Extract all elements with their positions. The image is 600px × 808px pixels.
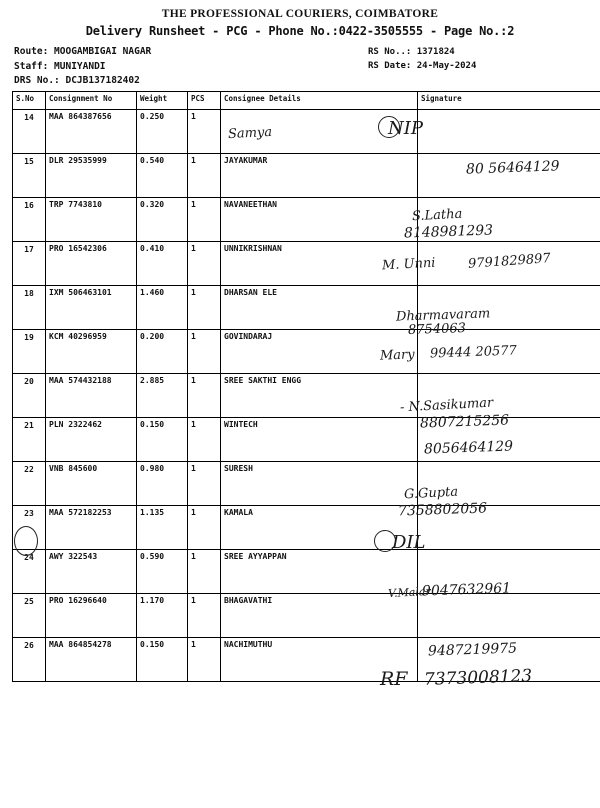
cell-weight: 0.980 xyxy=(137,462,188,506)
cell-pcs: 1 xyxy=(188,286,221,330)
ink-signature-row18-name: Dharmavaram xyxy=(396,306,491,324)
cell-sno: 24 xyxy=(13,550,46,594)
cell-consignee: SREE AYYAPPAN xyxy=(221,550,418,594)
cell-consignee: SURESH xyxy=(221,462,418,506)
cell-consignment: PLN 2322462 xyxy=(46,418,137,462)
ink-phone-row19: 99444 20577 xyxy=(430,343,517,361)
cell-weight: 1.170 xyxy=(137,594,188,638)
drs-label: DRS No.: DCJB137182402 xyxy=(14,74,151,89)
cell-consignee: SREE SAKTHI ENGG xyxy=(221,374,418,418)
cell-sno: 15 xyxy=(13,154,46,198)
ink-signature-row22-name: G.Gupta xyxy=(404,485,459,503)
cell-sno: 21 xyxy=(13,418,46,462)
cell-consignment: DLR 29535999 xyxy=(46,154,137,198)
cell-consignee: NAVANEETHAN xyxy=(221,198,418,242)
cell-consignee: KAMALA xyxy=(221,506,418,550)
cell-signature xyxy=(418,374,600,418)
cell-weight: 0.150 xyxy=(137,418,188,462)
ink-phone-row21: 8056464129 xyxy=(424,438,514,457)
cell-consignment: VNB 845600 xyxy=(46,462,137,506)
cell-consignment: IXM 506463101 xyxy=(46,286,137,330)
cell-signature xyxy=(418,506,600,550)
cell-consignee: GOVINDARAJ xyxy=(221,330,418,374)
ink-phone-row17: 9791829897 xyxy=(468,251,552,272)
column-header-weight: Weight xyxy=(137,92,188,110)
table-row xyxy=(13,594,600,638)
meta-left-block xyxy=(14,45,151,89)
table-row xyxy=(13,198,600,242)
cell-sno: 14 xyxy=(13,110,46,154)
ink-signature-row16-name: S.Latha xyxy=(412,207,463,225)
cell-pcs: 1 xyxy=(188,594,221,638)
ink-signature-row19-name: Mary xyxy=(380,347,415,363)
cell-signature xyxy=(418,418,600,462)
cell-pcs: 1 xyxy=(188,550,221,594)
ink-phone-row26: 7373008123 xyxy=(424,666,533,690)
cell-sno: 16 xyxy=(13,198,46,242)
runsheet-table xyxy=(12,91,600,682)
cell-signature xyxy=(418,462,600,506)
cell-consignee: DHARSAN ELE xyxy=(221,286,418,330)
cell-sno: 25 xyxy=(13,594,46,638)
cell-sno: 17 xyxy=(13,242,46,286)
cell-consignment: PRO 16542306 xyxy=(46,242,137,286)
cell-pcs: 1 xyxy=(188,462,221,506)
cell-weight: 1.135 xyxy=(137,506,188,550)
table-row xyxy=(13,418,600,462)
cell-consignee: JAYAKUMAR xyxy=(221,154,418,198)
cell-signature xyxy=(418,330,600,374)
cell-consignment: TRP 7743810 xyxy=(46,198,137,242)
table-row xyxy=(13,550,600,594)
cell-sno: 22 xyxy=(13,462,46,506)
cell-weight: 2.885 xyxy=(137,374,188,418)
route-label: Route: MOOGAMBIGAI NAGAR xyxy=(14,45,151,60)
cell-consignment: MAA 864387656 xyxy=(46,110,137,154)
cell-signature xyxy=(418,286,600,330)
cell-consignee: WINTECH xyxy=(221,418,418,462)
cell-sno: 26 xyxy=(13,638,46,682)
ink-phone-row24: 9047632961 xyxy=(422,580,512,599)
table-row xyxy=(13,506,600,550)
cell-weight: 0.410 xyxy=(137,242,188,286)
document-meta xyxy=(0,45,600,91)
cell-consignment: MAA 572182253 xyxy=(46,506,137,550)
cell-consignee: NACHIMUTHU xyxy=(221,638,418,682)
cell-pcs: 1 xyxy=(188,418,221,462)
ink-signature-row15: 80 56464129 xyxy=(466,158,560,177)
cell-pcs: 1 xyxy=(188,330,221,374)
ink-phone-row16: 8148981293 xyxy=(404,222,494,241)
cell-sno: 23 xyxy=(13,506,46,550)
cell-signature xyxy=(418,154,600,198)
cell-consignee xyxy=(221,110,418,154)
rs-no-label: RS No..: 1371824 xyxy=(368,45,476,59)
cell-pcs: 1 xyxy=(188,154,221,198)
cell-weight: 0.200 xyxy=(137,330,188,374)
table-row xyxy=(13,286,600,330)
cell-pcs: 1 xyxy=(188,638,221,682)
table-row xyxy=(13,330,600,374)
column-header-signature: Signature xyxy=(418,92,600,110)
table-header-row xyxy=(13,92,600,110)
cell-signature xyxy=(418,638,600,682)
ink-signature-row23: DIL xyxy=(392,532,426,553)
document-title: Delivery Runsheet - PCG - Phone No.:0422-3505555 - Page No.:2 xyxy=(0,24,600,38)
table-row xyxy=(13,638,600,682)
table-body xyxy=(13,110,600,682)
ink-phone-row25: 9487219975 xyxy=(428,640,518,659)
ink-phone-row20: 8807215256 xyxy=(420,412,510,431)
cell-signature xyxy=(418,110,600,154)
cell-pcs: 1 xyxy=(188,374,221,418)
cell-weight: 0.590 xyxy=(137,550,188,594)
column-header-consignee: Consignee Details xyxy=(221,92,418,110)
cell-weight: 0.540 xyxy=(137,154,188,198)
column-header-consignment: Consignment No xyxy=(46,92,137,110)
cell-weight: 0.320 xyxy=(137,198,188,242)
ink-signature-row24-name: V.Malar xyxy=(388,585,431,600)
cell-pcs: 1 xyxy=(188,506,221,550)
cell-weight: 0.250 xyxy=(137,110,188,154)
cell-signature xyxy=(418,198,600,242)
column-header-pcs: PCS xyxy=(188,92,221,110)
ink-phone-row22: 7358802056 xyxy=(398,500,488,519)
cell-consignee: UNNIKRISHNAN xyxy=(221,242,418,286)
meta-right-block xyxy=(368,45,476,73)
cell-sno: 18 xyxy=(13,286,46,330)
document-page xyxy=(0,8,600,808)
table-row xyxy=(13,110,600,154)
table-row xyxy=(13,242,600,286)
column-header-sno: S.No xyxy=(13,92,46,110)
company-title: THE PROFESSIONAL COURIERS, COIMBATORE xyxy=(0,8,600,20)
ink-signature-row20-name: - N.Sasikumar xyxy=(400,396,494,416)
cell-weight: 0.150 xyxy=(137,638,188,682)
rs-date-label: RS Date: 24-May-2024 xyxy=(368,59,476,73)
cell-pcs: 1 xyxy=(188,110,221,154)
table-row xyxy=(13,462,600,506)
ink-signature-row17-name: M. Unni xyxy=(382,256,436,274)
staff-label: Staff: MUNIYANDI xyxy=(14,60,151,75)
cell-consignment: AWY 322543 xyxy=(46,550,137,594)
cell-signature xyxy=(418,242,600,286)
cell-pcs: 1 xyxy=(188,198,221,242)
cell-consignment: KCM 40296959 xyxy=(46,330,137,374)
cell-consignment: MAA 864854278 xyxy=(46,638,137,682)
ink-signature-row14-name: Samya xyxy=(228,125,273,142)
cell-consignee: BHAGAVATHI xyxy=(221,594,418,638)
cell-sno: 19 xyxy=(13,330,46,374)
cell-sno: 20 xyxy=(13,374,46,418)
ink-signature-row26: RF xyxy=(380,668,408,690)
cell-signature xyxy=(418,550,600,594)
ink-phone-row18: 8754063 xyxy=(408,321,466,338)
cell-signature xyxy=(418,594,600,638)
ink-signature-row14: NIP xyxy=(388,118,423,139)
table-row xyxy=(13,154,600,198)
table-row xyxy=(13,374,600,418)
cell-pcs: 1 xyxy=(188,242,221,286)
cell-consignment: MAA 574432188 xyxy=(46,374,137,418)
cell-consignment: PRO 16296640 xyxy=(46,594,137,638)
cell-weight: 1.460 xyxy=(137,286,188,330)
